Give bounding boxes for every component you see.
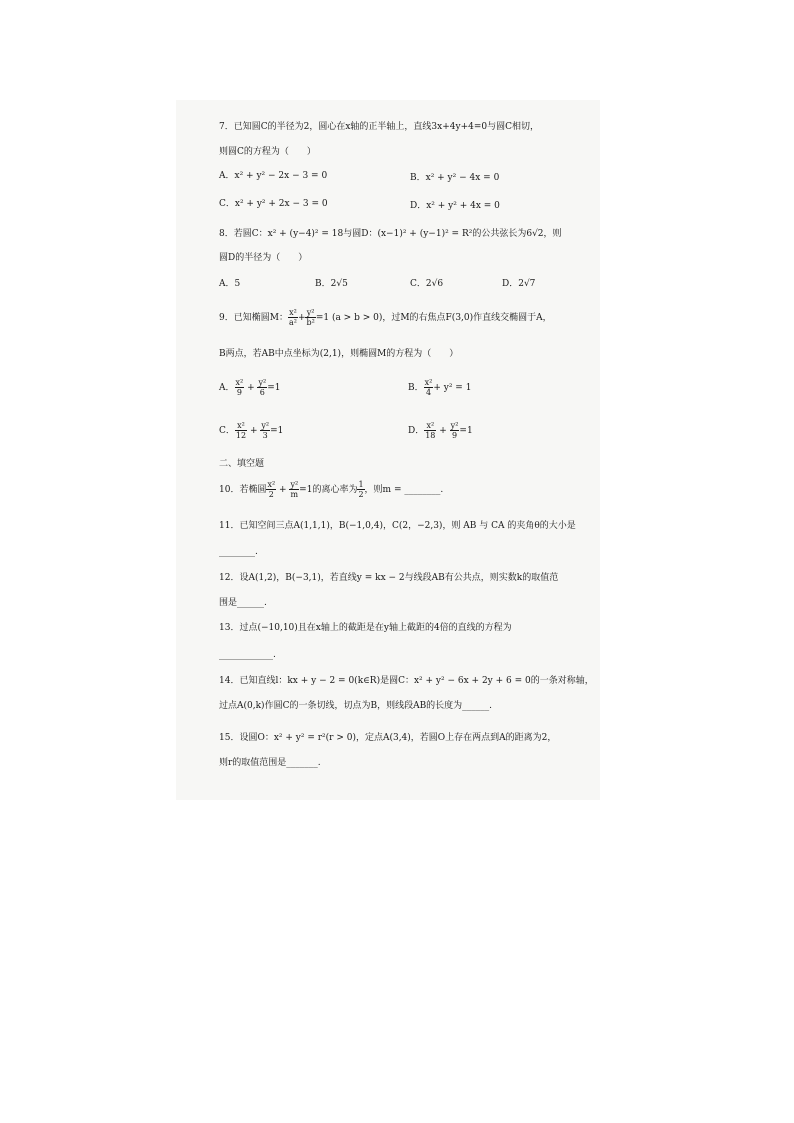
q7-stem-line2: 则圆C的方程为（ ） bbox=[219, 147, 316, 157]
denominator: b² bbox=[306, 318, 315, 327]
q15-stem-line1: 15．设圆O：x² + y² = r²(r > 0)，定点A(3,4)，若圆O上存在两点到A的距离为2， bbox=[219, 733, 557, 743]
numerator: x² bbox=[289, 308, 297, 317]
q11-stem-line2: ________. bbox=[219, 547, 258, 557]
fraction bbox=[266, 480, 276, 499]
q7-stem-line1: 7．已知圆C的半径为2，圆心在x轴的正半轴上，直线3x+4y+4=0与圆C相切， bbox=[219, 122, 539, 132]
q7-option-d: D．x² + y² + 4x = 0 bbox=[410, 201, 500, 211]
q8-option-b: B．2√5 bbox=[315, 279, 348, 289]
fraction bbox=[260, 421, 270, 440]
q13-stem-line2: ____________. bbox=[219, 650, 276, 660]
option-letter: D． bbox=[408, 426, 425, 436]
q15-stem-line2: 则r的取值范围是_______. bbox=[219, 758, 321, 768]
q8-stem-line2: 圆D的半径为（ ） bbox=[219, 253, 308, 263]
denominator: a² bbox=[288, 318, 297, 327]
q7-option-b: B．x² + y² − 4x = 0 bbox=[410, 173, 500, 183]
plus-sign: + bbox=[297, 313, 306, 323]
q12-stem-line1: 12．设A(1,2)，B(−3,1)，若直线y = kx − 2与线段AB有公共点，则实数k的取值范 bbox=[219, 573, 559, 583]
q8-option-c: C．2√6 bbox=[410, 279, 444, 289]
q8-option-a: A．5 bbox=[219, 279, 241, 289]
denominator: 4 bbox=[425, 388, 432, 397]
q8-option-d: D．2√7 bbox=[502, 279, 536, 289]
fraction bbox=[288, 308, 298, 327]
numerator: y² bbox=[258, 378, 267, 387]
q9-stem-prefix: 9．已知椭圆M： bbox=[219, 313, 288, 323]
denominator: m bbox=[290, 490, 299, 499]
numerator: x² bbox=[424, 421, 436, 431]
q10-suffix: ，则m = ________. bbox=[364, 485, 444, 495]
q9-option-b bbox=[408, 378, 471, 397]
q14-stem-line2: 过点A(0,k)作圆C的一条切线，切点为B，则线段AB的长度为______. bbox=[219, 701, 493, 711]
option-rhs: =1 bbox=[459, 426, 473, 436]
denominator: 9 bbox=[451, 431, 458, 440]
fraction bbox=[450, 421, 460, 440]
fraction bbox=[289, 480, 299, 499]
q9-option-c: C． $\frac{\text{x²}}{12}$ + $\frac{\text{y²}}{3}$ =1 bbox=[219, 421, 284, 440]
numerator: 1 bbox=[358, 480, 364, 489]
fraction bbox=[424, 421, 436, 440]
q14-stem-line1: 14．已知直线l：kx + y − 2 = 0(k∈R)是圆C：x² + y² − 6x + 2y + 6 = 0的一条对称轴， bbox=[219, 676, 594, 686]
fraction bbox=[357, 480, 364, 499]
option-rhs: + y² = 1 bbox=[433, 383, 472, 393]
fraction bbox=[424, 378, 434, 397]
option-letter: C． bbox=[219, 426, 235, 436]
denominator: 3 bbox=[262, 431, 268, 440]
numerator: x² bbox=[267, 480, 276, 489]
q11-stem-line1: 11．已知空间三点A(1,1,1)，B(−1,0,4)，C(2，−2,3)，则 AB 与 CA 的夹角θ的大小是 bbox=[219, 521, 576, 531]
q10-stem: 10．若椭圆 $\frac{\text{x²}}{2}$ + $\frac{\text{y²}}{m}$ =1的离心率为 $\frac{1}{2}$ ，则m = ________. bbox=[219, 480, 444, 499]
fraction bbox=[257, 378, 267, 397]
numerator: y² bbox=[450, 421, 459, 430]
numerator: x² bbox=[235, 421, 247, 431]
numerator: y² bbox=[306, 308, 315, 317]
option-rhs: =1 bbox=[270, 426, 284, 436]
q9-stem-suffix: =1 (a > b > 0)，过M的右焦点F(3,0)作直线交椭圆于A， bbox=[315, 313, 552, 323]
q9-option-d: D． $\frac{\text{x²}}{18}$ + $\frac{\text{y²}}{9}$ =1 bbox=[408, 421, 473, 440]
fraction bbox=[305, 308, 315, 327]
q10-prefix: 10．若椭圆 bbox=[219, 485, 267, 495]
numerator: x² bbox=[424, 378, 433, 387]
denominator: 2 bbox=[358, 490, 364, 499]
option-letter: A． bbox=[219, 383, 235, 393]
denominator: 12 bbox=[235, 431, 247, 440]
option-letter: B． bbox=[408, 383, 424, 393]
fraction bbox=[235, 378, 245, 397]
numerator: x² bbox=[235, 378, 244, 387]
q12-stem-line2: 围是______. bbox=[219, 598, 267, 608]
q13-stem-line1: 13．过点(−10,10)且在x轴上的截距是在y轴上截距的4倍的直线的方程为 bbox=[219, 623, 512, 633]
section-heading-fill-in: 二、填空题 bbox=[219, 459, 265, 469]
numerator: y² bbox=[290, 480, 299, 489]
denominator: 9 bbox=[236, 388, 242, 397]
q8-stem-line1: 8．若圆C：x² + (y−4)² = 18与圆D：(x−1)² + (y−1)² = R²的公共弦长为6√2，则 bbox=[219, 229, 562, 239]
fraction bbox=[235, 421, 247, 440]
q10-middle: =1的离心率为 bbox=[299, 485, 358, 495]
q7-option-a: A．x² + y² − 2x − 3 = 0 bbox=[219, 171, 328, 181]
q7-option-c: C．x² + y² + 2x − 3 = 0 bbox=[219, 199, 328, 209]
option-rhs: =1 bbox=[267, 383, 281, 393]
q9-stem-line1 bbox=[219, 308, 552, 327]
denominator: 6 bbox=[259, 388, 265, 397]
numerator: y² bbox=[261, 421, 270, 430]
denominator: 18 bbox=[425, 431, 436, 440]
q9-option-a: A． $\frac{\text{x²}}{9}$ + $\frac{\text{y²}}{6}$ =1 bbox=[219, 378, 281, 397]
denominator: 2 bbox=[268, 490, 274, 499]
q9-stem-line2: B两点，若AB中点坐标为(2,1)，则椭圆M的方程为（ ） bbox=[219, 349, 459, 359]
